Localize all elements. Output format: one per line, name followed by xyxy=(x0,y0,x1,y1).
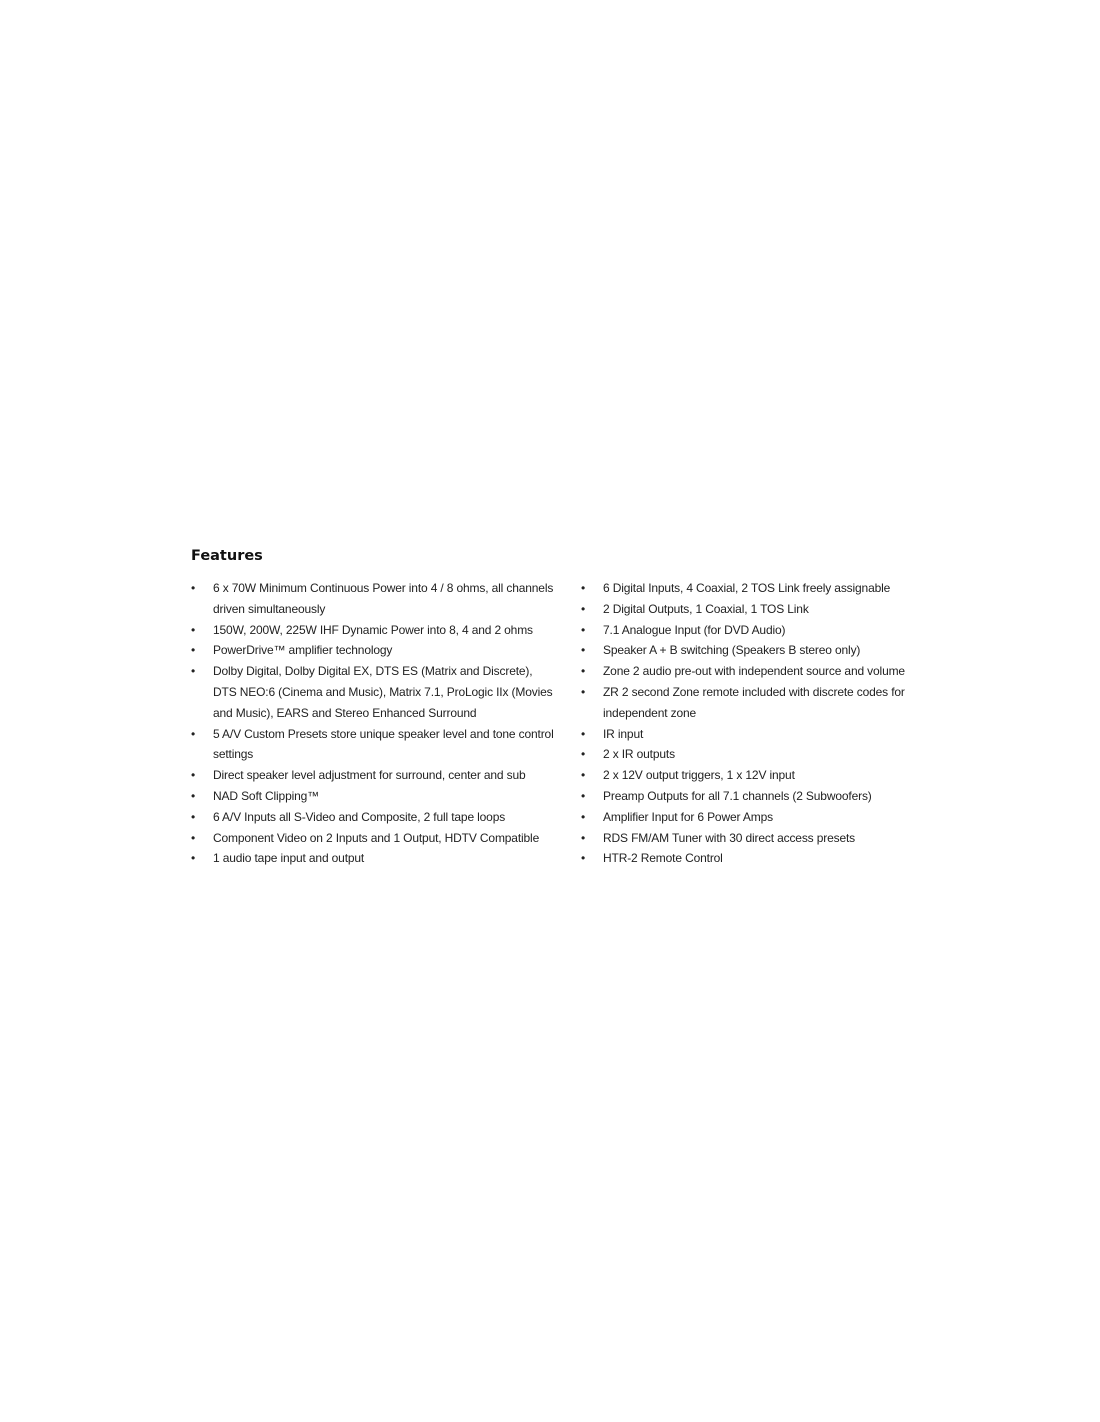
feature-text: 2 x 12V output triggers, 1 x 12V input xyxy=(603,768,795,783)
feature-item xyxy=(581,640,951,661)
feature-text: 6 x 70W Minimum Continuous Power into 4 / 8 ohms, all channels driven simultaneously xyxy=(213,581,554,616)
feature-item xyxy=(581,828,951,849)
feature-text: Direct speaker level adjustment for surround, center and sub xyxy=(213,768,526,783)
feature-item xyxy=(581,682,951,724)
bullet-icon: • xyxy=(191,768,196,783)
feature-item xyxy=(191,724,559,766)
bullet-icon: • xyxy=(191,581,196,595)
bullet-icon: • xyxy=(191,830,196,845)
feature-item xyxy=(191,578,559,620)
bullet-icon: • xyxy=(581,622,586,637)
feature-item xyxy=(581,848,951,869)
feature-text: Amplifier Input for 6 Power Amps xyxy=(603,809,773,824)
feature-item xyxy=(191,640,559,661)
section-title: Features xyxy=(191,548,263,564)
feature-text: 2 x IR outputs xyxy=(603,747,675,762)
bullet-icon: • xyxy=(191,809,196,824)
bullet-icon: • xyxy=(191,788,196,803)
bullet-icon: • xyxy=(581,788,586,803)
feature-item xyxy=(581,744,951,765)
features-list-left xyxy=(191,578,559,869)
feature-item xyxy=(191,828,559,849)
feature-text: 6 Digital Inputs, 4 Coaxial, 2 TOS Link freely assignable xyxy=(603,581,891,595)
feature-text: 7.1 Analogue Input (for DVD Audio) xyxy=(603,622,786,637)
feature-text: HTR-2 Remote Control xyxy=(603,851,723,866)
feature-item xyxy=(581,724,951,745)
feature-item xyxy=(191,786,559,807)
bullet-icon: • xyxy=(191,851,196,866)
bullet-icon: • xyxy=(581,664,586,679)
feature-text: Dolby Digital, Dolby Digital EX, DTS ES (Matrix and Discrete), DTS NEO:6 (Cinema and Music), Matrix 7.1, ProLogic IIx (Movies and Music), EARS and Stereo Enhanced Surround xyxy=(213,664,553,720)
feature-item xyxy=(581,661,951,682)
bullet-icon: • xyxy=(581,851,586,866)
features-section xyxy=(191,546,951,869)
feature-text: 6 A/V Inputs all S-Video and Composite, 2 full tape loops xyxy=(213,809,506,824)
feature-text: 150W, 200W, 225W IHF Dynamic Power into 8, 4 and 2 ohms xyxy=(213,622,533,637)
bullet-icon: • xyxy=(581,643,586,658)
feature-text: RDS FM/AM Tuner with 30 direct access presets xyxy=(603,830,856,845)
bullet-icon: • xyxy=(191,664,196,679)
bullet-icon: • xyxy=(581,830,586,845)
feature-text: 5 A/V Custom Presets store unique speaker level and tone control settings xyxy=(213,726,554,762)
bullet-icon: • xyxy=(581,726,586,741)
feature-item xyxy=(581,620,951,641)
feature-item xyxy=(191,848,559,869)
feature-item xyxy=(191,620,559,641)
bullet-icon: • xyxy=(191,726,196,741)
bullet-icon: • xyxy=(581,747,586,762)
bullet-icon: • xyxy=(581,684,586,699)
feature-item xyxy=(581,765,951,786)
bullet-icon: • xyxy=(191,622,196,637)
features-list-right xyxy=(581,578,951,869)
feature-text: IR input xyxy=(603,726,644,741)
bullet-icon: • xyxy=(581,768,586,783)
bullet-icon: • xyxy=(581,581,586,595)
feature-item xyxy=(581,599,951,620)
feature-item xyxy=(191,661,559,723)
bullet-icon: • xyxy=(581,601,586,616)
feature-item xyxy=(191,807,559,828)
feature-text: PowerDrive™ amplifier technology xyxy=(213,643,393,658)
feature-item xyxy=(581,578,951,599)
features-columns xyxy=(191,578,951,869)
feature-text: Preamp Outputs for all 7.1 channels (2 Subwoofers) xyxy=(603,788,872,803)
feature-text: Speaker A + B switching (Speakers B stereo only) xyxy=(603,643,861,658)
feature-text: Zone 2 audio pre-out with independent source and volume xyxy=(603,664,905,679)
bullet-icon: • xyxy=(191,643,196,658)
feature-text: NAD Soft Clipping™ xyxy=(213,788,320,803)
feature-text: ZR 2 second Zone remote included with discrete codes for independent zone xyxy=(603,684,905,720)
feature-item xyxy=(581,807,951,828)
feature-text: 1 audio tape input and output xyxy=(213,851,365,866)
bullet-icon: • xyxy=(581,809,586,824)
feature-text: Component Video on 2 Inputs and 1 Output, HDTV Compatible xyxy=(213,830,540,845)
feature-text: 2 Digital Outputs, 1 Coaxial, 1 TOS Link xyxy=(603,601,809,616)
feature-item xyxy=(191,765,559,786)
feature-item xyxy=(581,786,951,807)
